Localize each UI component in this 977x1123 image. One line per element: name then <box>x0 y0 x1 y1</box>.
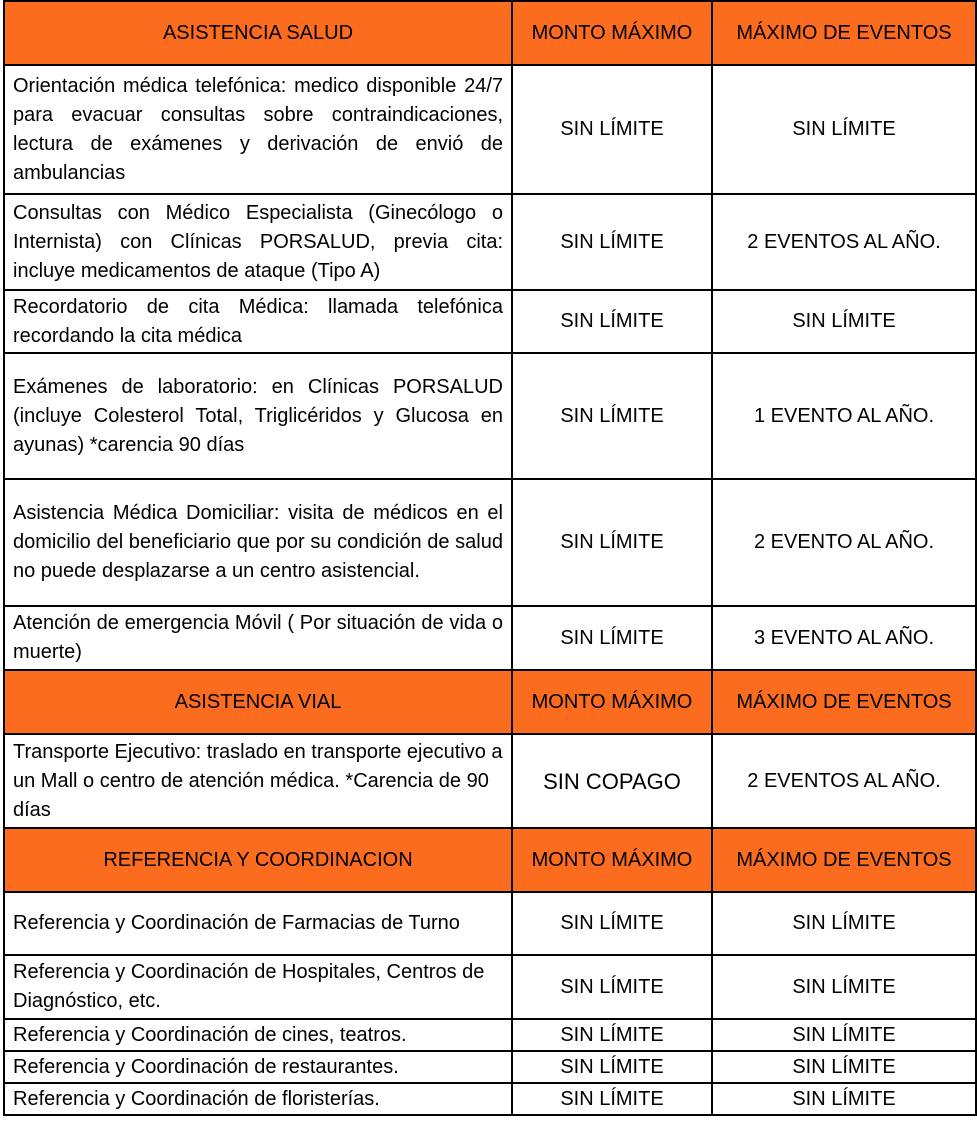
header-monto: MONTO MÁXIMO <box>512 828 712 892</box>
row-description: Asistencia Médica Domiciliar: visita de médicos en el domicilio del beneficiario que por su condición de salud no puede desplazarse a un centro asistencial. <box>4 479 512 606</box>
row-eventos: SIN LÍMITE <box>712 955 976 1019</box>
row-eventos: SIN LÍMITE <box>712 290 976 353</box>
table-row <box>4 1051 976 1083</box>
row-monto: SIN LÍMITE <box>512 892 712 955</box>
row-eventos: 2 EVENTOS AL AÑO. <box>712 734 976 828</box>
row-monto: SIN LÍMITE <box>512 955 712 1019</box>
row-monto: SIN LÍMITE <box>512 194 712 290</box>
row-eventos: SIN LÍMITE <box>712 892 976 955</box>
row-monto: SIN LÍMITE <box>512 353 712 479</box>
table-row <box>4 892 976 955</box>
row-eventos: SIN LÍMITE <box>712 65 976 194</box>
row-description: Recordatorio de cita Médica: llamada telefónica recordando la cita médica <box>4 290 512 353</box>
table-row <box>4 606 976 670</box>
header-title: ASISTENCIA VIAL <box>4 670 512 734</box>
header-title: ASISTENCIA SALUD <box>4 1 512 65</box>
row-monto: SIN LÍMITE <box>512 1019 712 1051</box>
row-eventos: 3 EVENTO AL AÑO. <box>712 606 976 670</box>
row-monto: SIN COPAGO <box>512 734 712 828</box>
table-row <box>4 1083 976 1115</box>
row-eventos: SIN LÍMITE <box>712 1051 976 1083</box>
row-monto: SIN LÍMITE <box>512 606 712 670</box>
row-description: Transporte Ejecutivo: traslado en transporte ejecutivo a un Mall o centro de atención médica. *Carencia de 90 días <box>4 734 512 828</box>
header-monto: MONTO MÁXIMO <box>512 670 712 734</box>
row-eventos: SIN LÍMITE <box>712 1083 976 1115</box>
row-description: Referencia y Coordinación de restaurantes. <box>4 1051 512 1083</box>
benefits-table <box>3 0 977 1116</box>
table-row <box>4 290 976 353</box>
row-description: Referencia y Coordinación de Farmacias de Turno <box>4 892 512 955</box>
table-row <box>4 1019 976 1051</box>
section-header-referencia <box>4 828 976 892</box>
header-eventos: MÁXIMO DE EVENTOS <box>712 670 976 734</box>
row-description: Referencia y Coordinación de Hospitales, Centros de Diagnóstico, etc. <box>4 955 512 1019</box>
row-description: Referencia y Coordinación de floristerías. <box>4 1083 512 1115</box>
row-monto: SIN LÍMITE <box>512 1083 712 1115</box>
table-row <box>4 65 976 194</box>
row-description: Referencia y Coordinación de cines, teatros. <box>4 1019 512 1051</box>
header-eventos: MÁXIMO DE EVENTOS <box>712 828 976 892</box>
header-monto: MONTO MÁXIMO <box>512 1 712 65</box>
row-monto: SIN LÍMITE <box>512 479 712 606</box>
section-header-salud <box>4 1 976 65</box>
header-eventos: MÁXIMO DE EVENTOS <box>712 1 976 65</box>
row-monto: SIN LÍMITE <box>512 290 712 353</box>
row-eventos: 2 EVENTOS AL AÑO. <box>712 194 976 290</box>
table-row <box>4 353 976 479</box>
row-description: Atención de emergencia Móvil ( Por situación de vida o muerte) <box>4 606 512 670</box>
table-row <box>4 734 976 828</box>
row-description: Exámenes de laboratorio: en Clínicas PORSALUD (incluye Colesterol Total, Triglicéridos y Glucosa en ayunas) *carencia 90 días <box>4 353 512 479</box>
row-monto: SIN LÍMITE <box>512 1051 712 1083</box>
row-description: Orientación médica telefónica: medico disponible 24/7 para evacuar consultas sobre contraindicaciones, lectura de exámenes y derivación de envió de ambulancias <box>4 65 512 194</box>
table-row <box>4 955 976 1019</box>
table-row <box>4 194 976 290</box>
section-header-vial <box>4 670 976 734</box>
row-description: Consultas con Médico Especialista (Ginecólogo o Internista) con Clínicas PORSALUD, previa cita: incluye medicamentos de ataque (Tipo A) <box>4 194 512 290</box>
row-eventos: SIN LÍMITE <box>712 1019 976 1051</box>
row-eventos: 1 EVENTO AL AÑO. <box>712 353 976 479</box>
table-row <box>4 479 976 606</box>
row-eventos: 2 EVENTO AL AÑO. <box>712 479 976 606</box>
header-title: REFERENCIA Y COORDINACION <box>4 828 512 892</box>
row-monto: SIN LÍMITE <box>512 65 712 194</box>
